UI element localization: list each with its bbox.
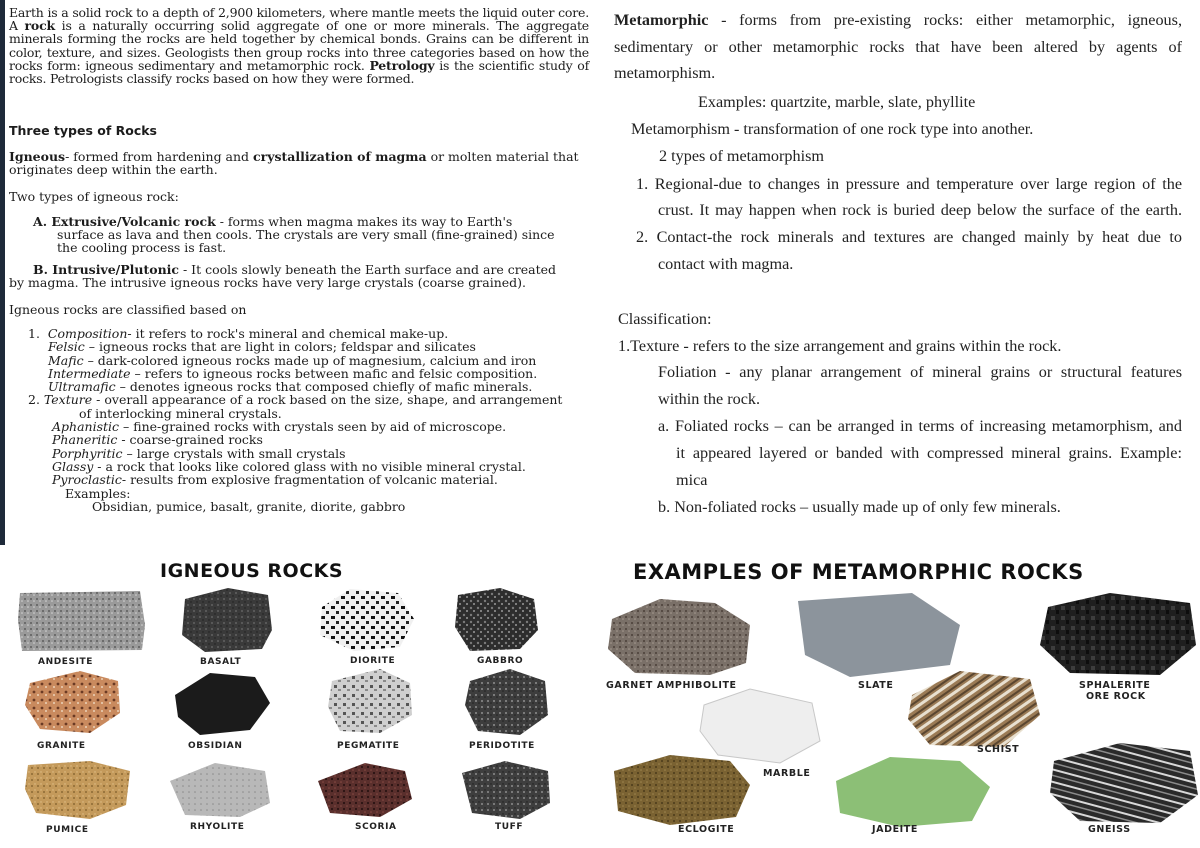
foliated-line2: it appeared layered or banded with compressed mineral grains. Example: [676,444,1182,462]
marble-label: MARBLE [763,768,811,779]
two-types-metamorphism: 2 types of metamorphism [659,147,824,165]
two-types-igneous: Two types of igneous rock: [9,189,179,204]
schist-image [908,671,1040,747]
metamorphic-text-column [614,0,1189,540]
scoria-label: SCORIA [355,822,397,832]
gabbro-label: GABBRO [477,656,524,666]
andesite-image [18,591,145,651]
contact-line1: 2. Contact-the rock minerals and textures are changed mainly by heat due to [636,228,1182,246]
granite-label: GRANITE [37,741,86,751]
metamorphism-definition: Metamorphism - transformation of one rock type into another. [631,120,1034,138]
basalt-image [182,588,272,652]
classified-based-on: Igneous rocks are classified based on [9,302,247,317]
igneous-rock-gallery [0,585,600,848]
pegmatite-label: PEGMATITE [337,741,400,751]
garnet-amphibolite-image [608,599,750,675]
peridotite-image [465,669,548,735]
classification-heading: Classification: [618,310,712,328]
rhyolite-image [170,763,270,817]
obsidian-label: OBSIDIAN [188,741,243,751]
extrusive-volcanic-item: A. Extrusive/Volcanic rock - forms when magma makes its way to Earth's surface as lava and then cools. The crystals are very small (fine-grained) since the cooling process is fast. [33,214,555,256]
diorite-label: DIORITE [350,656,396,666]
metamorphic-examples: Examples: quartzite, marble, slate, phyllite [698,93,976,111]
tuff-label: TUFF [495,822,524,832]
foliated-line1: a. Foliated rocks – can be arranged in terms of increasing metamorphism, and [658,417,1182,435]
slate-label: SLATE [858,680,894,691]
metamorphic-definition-line2: sedimentary or other metamorphic rocks that have been altered by agents of [614,38,1182,56]
texture-line: 1.Texture - refers to the size arrangement and grains within the rock. [618,337,1062,355]
felsic-item: Felsic – igneous rocks that are light in colors; feldspar and silicates [48,339,476,355]
ore-rock-label: ORE ROCK [1086,691,1146,702]
schist-label: SCHIST [977,744,1020,755]
phaneritic-item: Phaneritic - coarse-grained rocks [52,432,263,448]
granite-image [25,671,120,733]
jadeite-label: JADEITE [872,824,918,835]
igneous-rocks-title: IGNEOUS ROCKS [160,560,344,582]
gabbro-image [455,588,538,651]
column-border [0,0,5,545]
slate-image [798,593,960,677]
examples-list: Obsidian, pumice, basalt, granite, diorite, gabbro [92,498,406,514]
scoria-image [318,763,412,817]
three-types-heading: Three types of Rocks [9,123,157,138]
marble-image [700,689,820,763]
jadeite-image [836,757,990,827]
regional-line2: crust. It may happen when rock is buried deep below the surface of the earth. [658,201,1182,219]
diorite-image [320,589,414,651]
peridotite-label: PERIDOTITE [469,741,535,751]
sphalerite-label: SPHALERITE [1079,680,1151,691]
andesite-label: ANDESITE [38,657,94,667]
eclogite-label: ECLOGITE [678,824,735,835]
foliation-line2: within the rock. [658,390,761,408]
metamorphic-definition-line3: metamorphism. [614,64,716,82]
pumice-image [25,761,130,819]
regional-line1: 1. Regional-due to changes in pressure and temperature over large region of the [636,175,1182,193]
rhyolite-label: RHYOLITE [190,822,245,832]
metamorphic-rocks-title: EXAMPLES OF METAMORPHIC ROCKS [633,560,1084,584]
porphyritic-item: Porphyritic – large crystals with small crystals [52,445,346,461]
eclogite-image [614,755,750,825]
metamorphic-rock-gallery [600,585,1200,848]
metamorphic-definition-line1: Metamorphic - forms from pre-existing rocks: either metamorphic, igneous, [614,11,1182,29]
igneous-definition: Igneous- formed from hardening and crystallization of magma or molten material that originates deep within the earth. [9,149,579,178]
intermediate-item: Intermediate – refers to igneous rocks between mafic and felsic composition. [48,365,538,381]
intrusive-plutonic-item: B. Intrusive/Plutonic - It cools slowly beneath the Earth surface and are created by magma. The intrusive igneous rocks have very large crystals (coarse grained). [9,262,557,291]
foliated-line3: mica [676,471,708,489]
gneiss-label: GNEISS [1088,824,1131,835]
contact-line2: contact with magma. [658,255,794,273]
garnet-amphibolite-label: GARNET AMPHIBOLITE [606,680,737,691]
pumice-label: PUMICE [46,825,89,835]
examples-label: Examples: [65,485,131,501]
gneiss-image [1050,743,1198,823]
basalt-label: BASALT [200,657,242,667]
intro-paragraph: Earth is a solid rock to a depth of 2,900 kilometers, where mantle meets the liquid outer core. A rock is a naturally occurring solid aggregate of one or more minerals. The aggregate minerals forming the rocks are held together by chemical bonds. Grains can be different in color, texture, and sizes. Geologists then group rocks into three categories based on how the rocks form: igneous sedimentary and metamorphic rock. Petrology is the scientific study of rocks. Petrologists classify rocks based on how they were formed. [9,5,590,87]
tuff-image [462,761,550,819]
obsidian-image [175,673,270,735]
foliation-line1: Foliation - any planar arrangement of mineral grains or structural features [658,363,1182,381]
ultramafic-item: Ultramafic – denotes igneous rocks that composed chiefly of mafic minerals. [48,379,533,395]
aphanistic-item: Aphanistic – fine-grained rocks with crystals seen by aid of microscope. [52,419,507,435]
pegmatite-image [328,669,412,733]
mafic-item: Mafic – dark-colored igneous rocks made up of magnesium, calcium and iron [48,352,537,368]
igneous-text-column [0,0,600,550]
pyroclastic-item: Pyroclastic- results from explosive fragmentation of volcanic material. [52,472,498,488]
sphalerite-image [1040,593,1196,675]
classification-list: 1. Composition- it refers to rock's mineral and chemical make-up. Felsic – igneous rocks that are light in colors; feldspar and silicates Mafic – dark-colored igneous rocks made up of magnesium, calcium and iron Intermediate – refers to igneous rocks between mafic and felsic composition. Ultramafic – denotes igneous rocks that composed chiefly of mafic minerals. 2. Texture - overall appearance of a rock based on the size, shape, and arrangement of interlocking mineral crystals. Aphanistic – fine-grained rocks with crystals seen by aid of microscope. Phaneritic - coarse-grained rocks Porphyritic – large crystals with small crystals Glassy - a rock that looks like colored glass with no visible mineral crystal. Pyroclastic- results from explosive fragmentation of volcanic material. Examples: Obsidian, pumice, basalt, granite, diorite, gabbro [28,327,588,513]
glassy-item: Glassy - a rock that looks like colored glass with no visible mineral crystal. [52,458,526,474]
nonfoliated-line: b. Non-foliated rocks – usually made up of only few minerals. [658,498,1061,516]
